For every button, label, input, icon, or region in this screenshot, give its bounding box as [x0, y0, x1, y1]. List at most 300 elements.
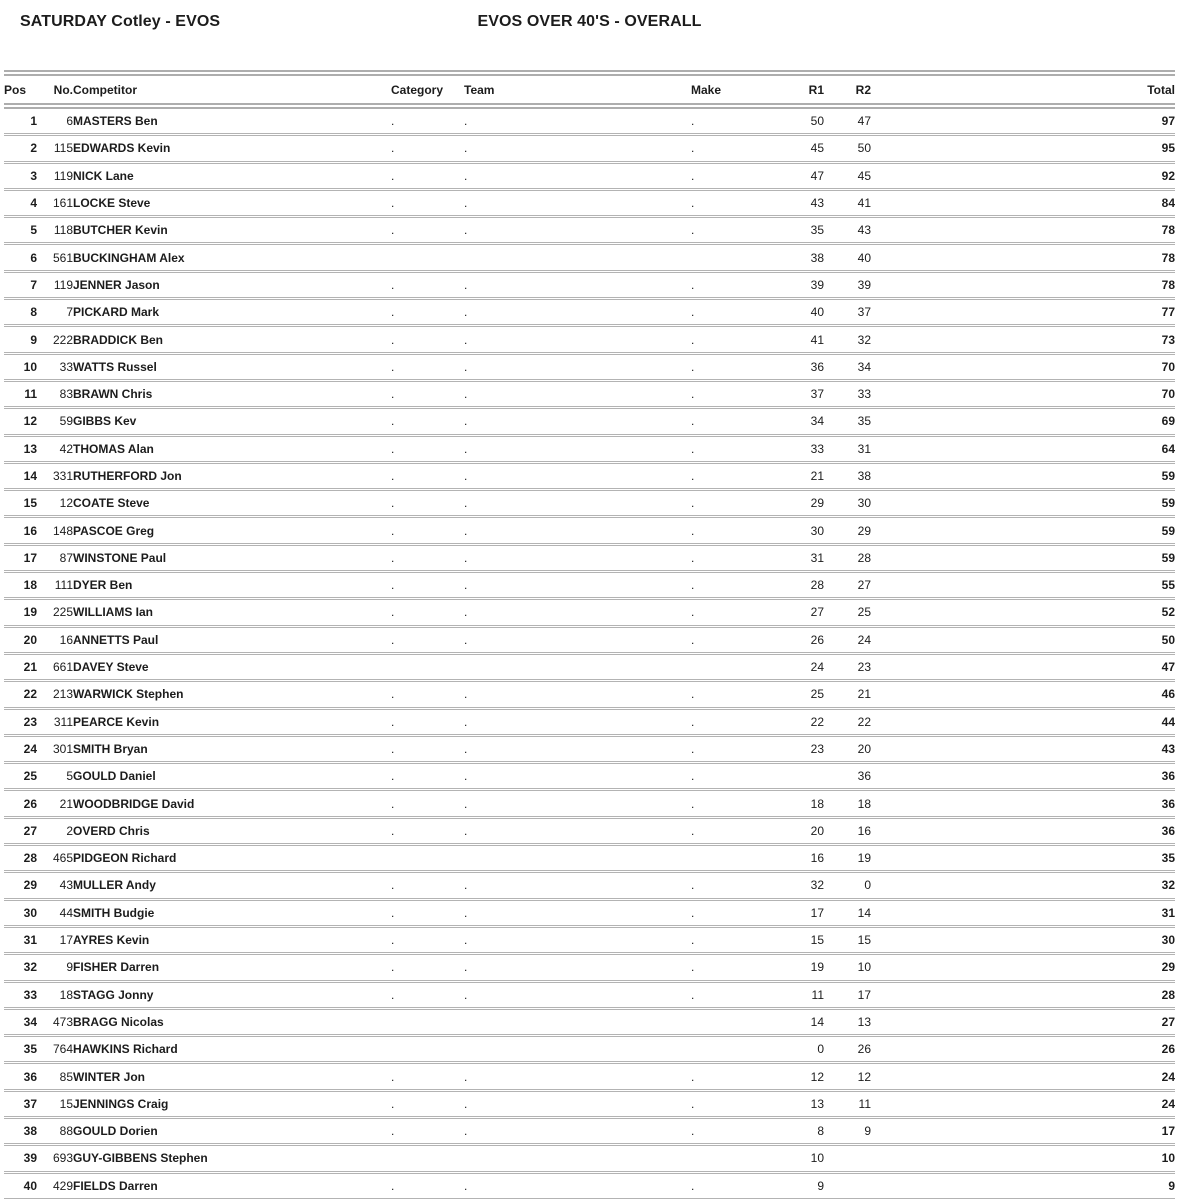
- team-cell: .: [464, 359, 468, 374]
- total-cell: 47: [1161, 660, 1175, 675]
- table-row: [4, 380, 1175, 407]
- pos-cell: 36: [23, 1069, 37, 1084]
- category-cell: .: [391, 823, 395, 838]
- total-cell: 64: [1161, 441, 1175, 456]
- make-cell: .: [691, 414, 695, 429]
- r1-cell: 19: [810, 960, 824, 975]
- competitor-cell: PICKARD Mark: [73, 305, 160, 320]
- r1-cell: 50: [810, 114, 824, 129]
- total-cell: 24: [1161, 1096, 1175, 1111]
- pos-cell: 15: [23, 496, 37, 511]
- no-cell: 213: [52, 687, 73, 702]
- total-cell: 84: [1161, 196, 1175, 211]
- make-cell: .: [691, 769, 695, 784]
- r2-cell: 37: [857, 305, 871, 320]
- team-cell: .: [464, 796, 468, 811]
- make-cell: .: [691, 196, 695, 211]
- no-cell: 7: [66, 305, 73, 320]
- competitor-cell: GUY-GIBBENS Stephen: [73, 1151, 208, 1166]
- table-row: [4, 217, 1175, 244]
- make-cell: .: [691, 1096, 695, 1111]
- r2-cell: 41: [857, 196, 871, 211]
- category-cell: .: [391, 632, 395, 647]
- total-cell: 36: [1161, 796, 1175, 811]
- team-cell: .: [464, 523, 468, 538]
- no-cell: 5: [66, 769, 73, 784]
- r1-cell: 40: [810, 305, 824, 320]
- r1-cell: 0: [817, 1042, 824, 1057]
- r1-cell: 47: [810, 168, 824, 183]
- make-cell: .: [691, 332, 695, 347]
- make-cell: .: [691, 987, 695, 1002]
- r1-cell: 45: [810, 141, 824, 156]
- make-cell: [691, 244, 787, 271]
- header-competitor: Competitor: [73, 82, 137, 97]
- team-cell: .: [464, 1096, 468, 1111]
- category-cell: .: [391, 523, 395, 538]
- header-row: [4, 73, 1175, 106]
- category-cell: .: [391, 441, 395, 456]
- total-cell: 77: [1161, 305, 1175, 320]
- r2-cell: 34: [857, 359, 871, 374]
- table-row: [4, 353, 1175, 380]
- r2-cell: 40: [857, 250, 871, 265]
- table-row: [4, 926, 1175, 953]
- r2-cell: 27: [857, 578, 871, 593]
- no-cell: 18: [59, 987, 73, 1002]
- pos-cell: 7: [30, 277, 37, 292]
- team-cell: .: [464, 414, 468, 429]
- table-row: [4, 790, 1175, 817]
- no-cell: 21: [59, 796, 73, 811]
- table-row: [4, 1117, 1175, 1144]
- pos-cell: 23: [23, 714, 37, 729]
- competitor-cell: WOODBRIDGE David: [73, 796, 195, 811]
- make-cell: .: [691, 441, 695, 456]
- results-table: [4, 70, 1175, 1200]
- r1-cell: 25: [810, 687, 824, 702]
- table-row: [4, 681, 1175, 708]
- team-cell: .: [464, 714, 468, 729]
- category-cell: .: [391, 1124, 395, 1139]
- category-cell: .: [391, 387, 395, 402]
- pos-cell: 9: [30, 332, 37, 347]
- pos-cell: 13: [23, 441, 37, 456]
- category-cell: .: [391, 905, 395, 920]
- team-cell: .: [464, 1069, 468, 1084]
- r1-cell: 37: [810, 387, 824, 402]
- total-cell: 17: [1161, 1124, 1175, 1139]
- r2-cell: 50: [857, 141, 871, 156]
- r1-cell: 38: [810, 250, 824, 265]
- table-row: [4, 326, 1175, 353]
- no-cell: 148: [52, 523, 73, 538]
- header-total: Total: [1147, 82, 1175, 97]
- table-row: [4, 872, 1175, 899]
- total-cell: 35: [1161, 851, 1175, 866]
- make-cell: .: [691, 387, 695, 402]
- team-cell: .: [464, 741, 468, 756]
- category-cell: .: [391, 605, 395, 620]
- pos-cell: 32: [23, 960, 37, 975]
- no-cell: 331: [52, 469, 73, 483]
- team-cell: .: [464, 277, 468, 292]
- team-cell: .: [464, 196, 468, 211]
- competitor-cell: LOCKE Steve: [73, 196, 151, 211]
- total-cell: 78: [1161, 277, 1175, 292]
- r2-cell: 43: [857, 223, 871, 238]
- no-cell: 85: [59, 1069, 73, 1084]
- pos-cell: 14: [23, 469, 37, 483]
- r2-cell: 19: [857, 851, 871, 866]
- competitor-cell: GOULD Dorien: [73, 1124, 158, 1139]
- category-cell: .: [391, 987, 395, 1002]
- team-cell: .: [464, 878, 468, 893]
- total-cell: 26: [1161, 1042, 1175, 1057]
- total-cell: 36: [1161, 769, 1175, 784]
- no-cell: 119: [53, 168, 73, 183]
- pos-cell: 35: [23, 1042, 37, 1057]
- competitor-cell: WATTS Russel: [73, 359, 157, 374]
- make-cell: .: [691, 496, 695, 511]
- header-category: Category: [391, 82, 444, 97]
- r1-cell: 35: [810, 223, 824, 238]
- pos-cell: 17: [23, 550, 37, 565]
- make-cell: [691, 1145, 787, 1172]
- r1-cell: 23: [810, 741, 824, 756]
- no-cell: 119: [53, 277, 73, 292]
- no-cell: 225: [52, 605, 73, 620]
- table-row: [4, 106, 1175, 135]
- table-row: [4, 572, 1175, 599]
- category-cell: [391, 244, 464, 271]
- team-cell: .: [464, 578, 468, 593]
- no-cell: 118: [53, 223, 73, 238]
- competitor-cell: BRAGG Nicolas: [73, 1014, 164, 1029]
- r2-cell: 23: [857, 660, 871, 675]
- competitor-cell: MASTERS Ben: [73, 114, 158, 129]
- r2-cell: 9: [864, 1124, 871, 1139]
- no-cell: 42: [59, 441, 73, 456]
- r2-cell: 16: [857, 823, 871, 838]
- category-cell: .: [391, 114, 395, 129]
- team-cell: .: [464, 632, 468, 647]
- no-cell: 311: [53, 714, 73, 729]
- r1-cell: 36: [810, 359, 824, 374]
- team-cell: .: [464, 1124, 468, 1139]
- r2-cell: 18: [857, 796, 871, 811]
- pos-cell: 22: [23, 687, 37, 702]
- table-row: [4, 490, 1175, 517]
- competitor-cell: SMITH Bryan: [73, 741, 148, 756]
- no-cell: 43: [59, 878, 73, 893]
- competitor-cell: WILLIAMS Ian: [73, 605, 153, 620]
- total-cell: 44: [1161, 714, 1175, 729]
- total-cell: 43: [1161, 741, 1175, 756]
- r2-cell: 38: [857, 469, 871, 483]
- make-cell: [691, 845, 787, 872]
- category-cell: .: [391, 550, 395, 565]
- total-cell: 59: [1161, 496, 1175, 511]
- r1-cell: 17: [810, 905, 824, 920]
- no-cell: 2: [66, 823, 73, 838]
- table-row: [4, 763, 1175, 790]
- r2-cell: 10: [857, 960, 871, 975]
- category-cell: .: [391, 714, 395, 729]
- total-cell: 73: [1161, 332, 1175, 347]
- no-cell: 44: [59, 905, 73, 920]
- total-cell: 28: [1161, 987, 1175, 1002]
- team-cell: .: [464, 469, 468, 483]
- make-cell: .: [691, 359, 695, 374]
- table-row: [4, 653, 1175, 680]
- make-cell: .: [691, 796, 695, 811]
- pos-cell: 10: [23, 359, 37, 374]
- competitor-cell: EDWARDS Kevin: [73, 141, 171, 156]
- no-cell: 9: [66, 960, 73, 975]
- pos-cell: 5: [30, 223, 37, 238]
- team-cell: .: [464, 550, 468, 565]
- r2-cell: [824, 1145, 871, 1172]
- r1-cell: 9: [817, 1178, 824, 1193]
- pos-cell: 37: [23, 1096, 37, 1111]
- team-cell: .: [464, 769, 468, 784]
- r2-cell: 45: [857, 168, 871, 183]
- no-cell: 222: [52, 332, 73, 347]
- r2-cell: 12: [857, 1069, 871, 1084]
- team-cell: [464, 244, 691, 271]
- r2-cell: 17: [857, 987, 871, 1002]
- category-cell: .: [391, 332, 395, 347]
- team-cell: .: [464, 332, 468, 347]
- team-cell: [464, 1036, 691, 1063]
- r1-cell: 22: [810, 714, 824, 729]
- team-cell: .: [464, 223, 468, 238]
- no-cell: 15: [59, 1096, 73, 1111]
- make-cell: .: [691, 960, 695, 975]
- category-cell: [391, 1008, 464, 1035]
- make-cell: .: [691, 168, 695, 183]
- team-cell: .: [464, 987, 468, 1002]
- category-cell: .: [391, 141, 395, 156]
- competitor-cell: OVERD Chris: [73, 823, 150, 838]
- total-cell: 97: [1161, 114, 1175, 129]
- event-title: SATURDAY Cotley - EVOS: [20, 13, 221, 30]
- r1-cell: 20: [810, 823, 824, 838]
- pos-cell: 33: [23, 987, 37, 1002]
- r2-cell: 31: [857, 441, 871, 456]
- table-row: [4, 162, 1175, 189]
- r1-cell: 32: [810, 878, 824, 893]
- no-cell: 301: [52, 741, 73, 756]
- r1-cell: 43: [810, 196, 824, 211]
- r1-cell: 29: [810, 496, 824, 511]
- make-cell: .: [691, 741, 695, 756]
- r2-cell: 14: [857, 905, 871, 920]
- table-row: [4, 1145, 1175, 1172]
- no-cell: 16: [59, 632, 73, 647]
- total-cell: 31: [1161, 905, 1175, 920]
- category-cell: .: [391, 496, 395, 511]
- competitor-cell: GIBBS Kev: [73, 414, 137, 429]
- table-row: [4, 244, 1175, 271]
- table-row: [4, 1063, 1175, 1090]
- category-cell: .: [391, 960, 395, 975]
- team-cell: .: [464, 441, 468, 456]
- make-cell: .: [691, 469, 695, 483]
- r2-cell: 15: [857, 933, 871, 948]
- category-cell: .: [391, 223, 395, 238]
- pos-cell: 3: [30, 168, 37, 183]
- team-cell: .: [464, 960, 468, 975]
- competitor-cell: BRADDICK Ben: [73, 332, 163, 347]
- category-cell: .: [391, 359, 395, 374]
- total-cell: 52: [1161, 605, 1175, 620]
- total-cell: 78: [1161, 223, 1175, 238]
- table-row: [4, 408, 1175, 435]
- category-cell: .: [391, 196, 395, 211]
- category-cell: .: [391, 1096, 395, 1111]
- r1-cell: 15: [810, 933, 824, 948]
- r2-cell: 32: [857, 332, 871, 347]
- category-cell: .: [391, 769, 395, 784]
- make-cell: .: [691, 1069, 695, 1084]
- competitor-cell: PIDGEON Richard: [73, 851, 177, 866]
- pos-cell: 39: [23, 1151, 37, 1166]
- make-cell: .: [691, 878, 695, 893]
- make-cell: .: [691, 905, 695, 920]
- no-cell: 561: [52, 250, 73, 265]
- table-row: [4, 817, 1175, 844]
- r1-cell: 28: [810, 578, 824, 593]
- header-r1: R1: [808, 82, 824, 97]
- competitor-cell: JENNINGS Craig: [73, 1096, 169, 1111]
- class-title: EVOS OVER 40'S - OVERALL: [477, 13, 702, 30]
- category-cell: [391, 845, 464, 872]
- table-row: [4, 1008, 1175, 1035]
- table-row: [4, 462, 1175, 489]
- table-row: [4, 544, 1175, 571]
- header-no: No.: [53, 82, 73, 97]
- competitor-cell: NICK Lane: [73, 168, 134, 183]
- no-cell: 12: [59, 496, 73, 511]
- no-cell: 17: [59, 933, 73, 948]
- table-row: [4, 435, 1175, 462]
- table-row: [4, 299, 1175, 326]
- team-cell: .: [464, 605, 468, 620]
- make-cell: .: [691, 714, 695, 729]
- pos-cell: 21: [23, 660, 37, 675]
- total-cell: 59: [1161, 550, 1175, 565]
- table-row: [4, 626, 1175, 653]
- no-cell: 429: [52, 1178, 73, 1193]
- no-cell: 115: [53, 141, 73, 156]
- r2-cell: 28: [857, 550, 871, 565]
- table-row: [4, 517, 1175, 544]
- pos-cell: 16: [23, 523, 37, 538]
- team-cell: .: [464, 114, 468, 129]
- make-cell: .: [691, 933, 695, 948]
- make-cell: .: [691, 605, 695, 620]
- pos-cell: 1: [30, 114, 37, 129]
- make-cell: .: [691, 632, 695, 647]
- pos-cell: 4: [30, 196, 37, 211]
- r1-cell: [787, 763, 824, 790]
- table-row: [4, 271, 1175, 298]
- pos-cell: 29: [23, 878, 37, 893]
- total-cell: 46: [1161, 687, 1175, 702]
- r1-cell: 26: [810, 632, 824, 647]
- pos-cell: 28: [23, 851, 37, 866]
- no-cell: 83: [59, 387, 73, 402]
- r1-cell: 10: [810, 1151, 824, 1166]
- header-team: Team: [464, 82, 495, 97]
- table-row: [4, 981, 1175, 1008]
- r1-cell: 12: [810, 1069, 824, 1084]
- pos-cell: 38: [23, 1124, 37, 1139]
- competitor-cell: HAWKINS Richard: [73, 1042, 178, 1057]
- category-cell: .: [391, 578, 395, 593]
- no-cell: 764: [52, 1042, 73, 1057]
- r2-cell: 30: [857, 496, 871, 511]
- no-cell: 111: [54, 578, 73, 593]
- r1-cell: 16: [810, 851, 824, 866]
- team-cell: .: [464, 305, 468, 320]
- total-cell: 59: [1161, 523, 1175, 538]
- total-cell: 32: [1161, 878, 1175, 893]
- total-cell: 59: [1161, 469, 1175, 483]
- no-cell: 465: [52, 851, 73, 866]
- team-cell: .: [464, 1178, 468, 1193]
- make-cell: .: [691, 687, 695, 702]
- competitor-cell: FIELDS Darren: [73, 1178, 158, 1193]
- no-cell: 6: [66, 114, 73, 129]
- category-cell: .: [391, 277, 395, 292]
- r2-cell: 0: [864, 878, 871, 893]
- make-cell: [691, 1008, 787, 1035]
- competitor-cell: THOMAS Alan: [73, 441, 154, 456]
- pos-cell: 11: [24, 387, 37, 402]
- pos-cell: 31: [23, 933, 37, 948]
- table-row: [4, 735, 1175, 762]
- total-cell: 30: [1161, 933, 1175, 948]
- competitor-cell: SMITH Budgie: [73, 905, 155, 920]
- make-cell: .: [691, 114, 695, 129]
- r1-cell: 13: [810, 1096, 824, 1111]
- make-cell: .: [691, 1124, 695, 1139]
- pos-cell: 27: [23, 823, 37, 838]
- make-cell: .: [691, 305, 695, 320]
- category-cell: .: [391, 1069, 395, 1084]
- make-cell: .: [691, 223, 695, 238]
- competitor-cell: ANNETTS Paul: [73, 632, 159, 647]
- competitor-cell: COATE Steve: [73, 496, 150, 511]
- pos-cell: 8: [30, 305, 37, 320]
- table-row: [4, 189, 1175, 216]
- r2-cell: 11: [858, 1096, 871, 1111]
- total-cell: 10: [1161, 1151, 1175, 1166]
- title-bar: [0, 0, 1179, 70]
- make-cell: [691, 653, 787, 680]
- total-cell: 78: [1161, 250, 1175, 265]
- total-cell: 55: [1161, 578, 1175, 593]
- r1-cell: 18: [810, 796, 824, 811]
- make-cell: .: [691, 823, 695, 838]
- no-cell: 473: [52, 1014, 73, 1029]
- total-cell: 69: [1161, 414, 1175, 429]
- table-body: [4, 106, 1175, 1199]
- total-cell: 92: [1161, 168, 1175, 183]
